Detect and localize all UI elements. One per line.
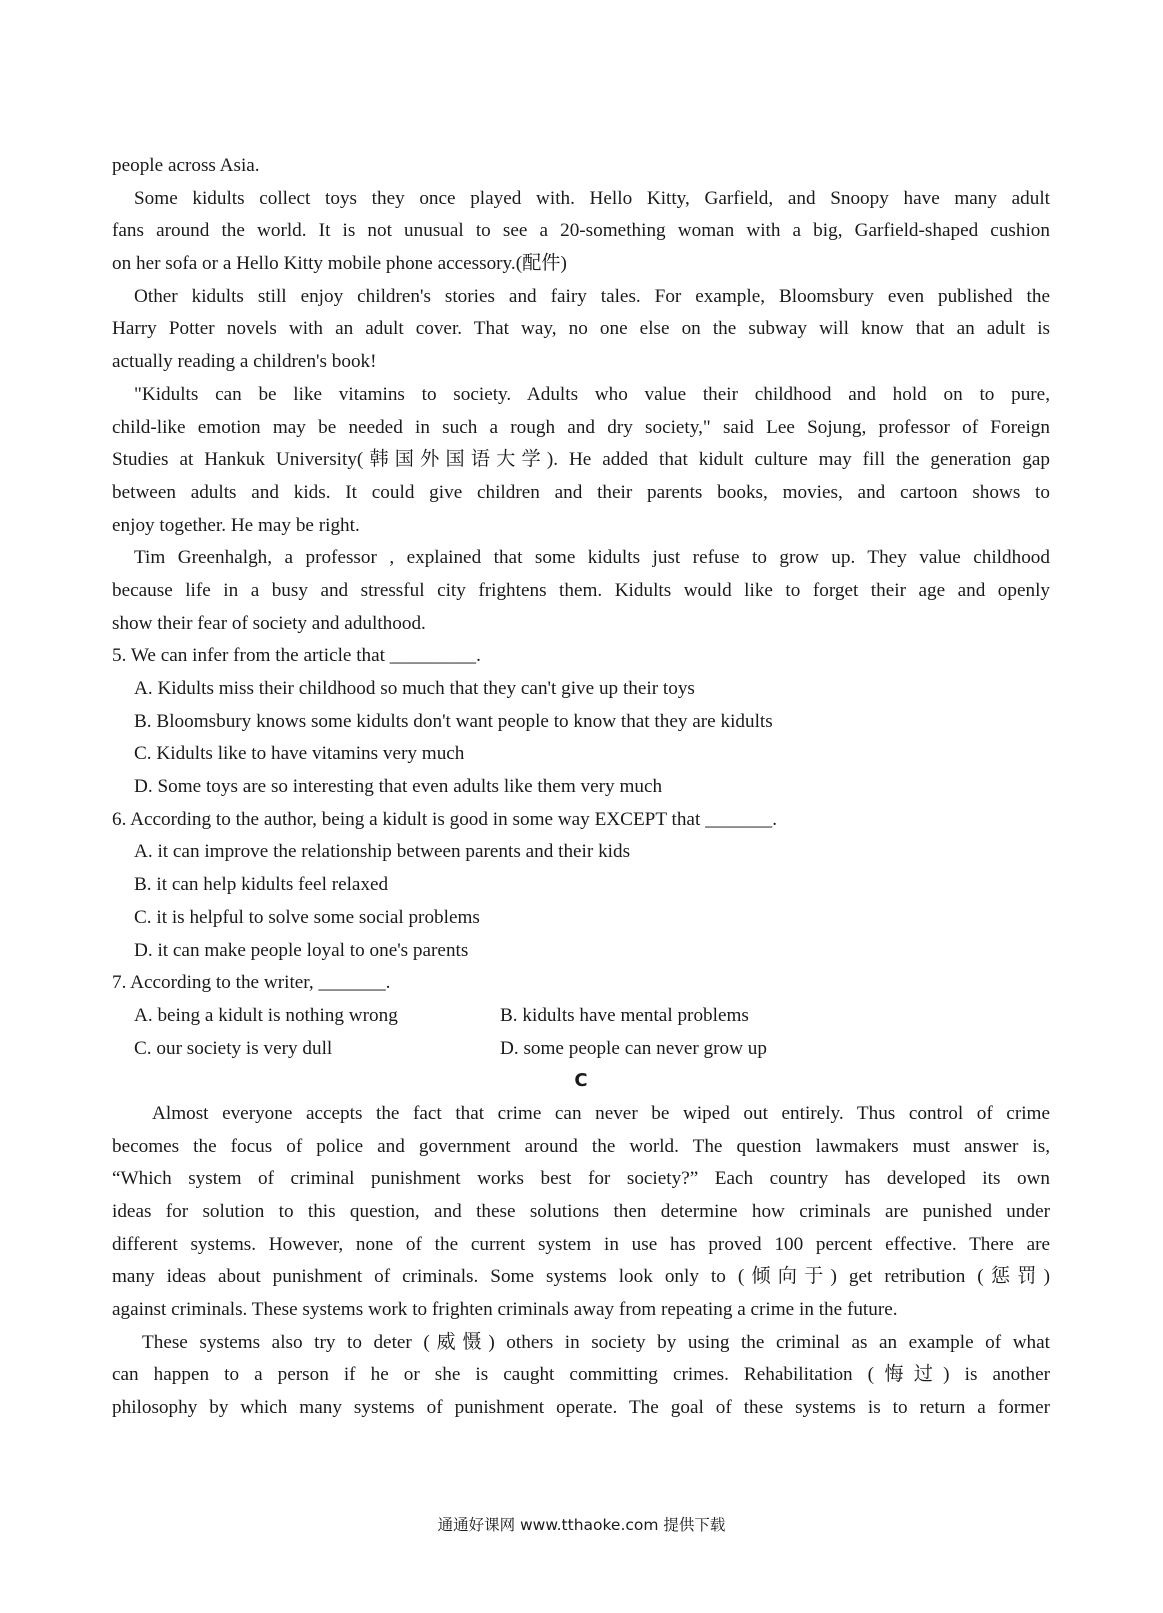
option-row <box>112 1000 1050 1033</box>
section-heading: C <box>574 1070 588 1092</box>
passage-line: people across Asia. <box>112 155 260 176</box>
option-row <box>112 1033 1050 1066</box>
option-5b: B. Bloomsbury knows some kidults don't want people to know that they are kidults <box>134 710 773 732</box>
passage-line: These systems also try to deter (威慑) others in society by using the criminal as an example of what <box>142 1331 1050 1353</box>
option-7c: C. our society is very dull <box>134 1037 333 1059</box>
passage-line: Some kidults collect toys they once played with. Hello Kitty, Garfield, and Snoopy have many adult <box>134 187 1050 209</box>
passage-line: Harry Potter novels with an adult cover. That way, no one else on the subway will know that an adult is <box>112 318 1050 340</box>
option-6c: C. it is helpful to solve some social problems <box>134 906 480 928</box>
passage-line: “Which system of criminal punishment works best for society?” Each country has developed its own <box>112 1168 1050 1190</box>
passage-line: between adults and kids. It could give children and their parents books, movies, and cartoon shows to <box>112 481 1050 503</box>
option-5a: A. Kidults miss their childhood so much that they can't give up their toys <box>134 678 695 699</box>
passage-line: on her sofa or a Hello Kitty mobile phone accessory.(配件) <box>112 253 567 275</box>
option-6a: A. it can improve the relationship between parents and their kids <box>134 841 631 863</box>
passage-line: Almost everyone accepts the fact that crime can never be wiped out entirely. Thus control of crime <box>152 1102 1050 1124</box>
question-stem-5: 5. We can infer from the article that _________. <box>112 645 481 667</box>
option-5c: C. Kidults like to have vitamins very much <box>134 743 465 765</box>
passage-line: show their fear of society and adulthood. <box>112 612 426 634</box>
option-7b: B. kidults have mental problems <box>500 1004 749 1026</box>
passage-line: Other kidults still enjoy children's stories and fairy tales. For example, Bloomsbury even published the <box>134 285 1050 307</box>
document-page <box>112 150 1050 1425</box>
passage-line: actually reading a children's book! <box>112 351 377 373</box>
passage-line: enjoy together. He may be right. <box>112 514 360 536</box>
option-5d: D. Some toys are so interesting that even adults like them very much <box>134 776 663 798</box>
passage-line: "Kidults can be like vitamins to society. Adults who value their childhood and hold on to pure, <box>134 383 1050 405</box>
question-stem-6: 6. According to the author, being a kidult is good in some way EXCEPT that _______. <box>112 808 778 830</box>
passage-line: Studies at Hankuk University(韩国外国语大学). He added that kidult culture may fill the generation gap <box>112 449 1050 471</box>
option-6b: B. it can help kidults feel relaxed <box>134 874 389 896</box>
passage-line: against criminals. These systems work to frighten criminals away from repeating a crime in the future. <box>112 1299 898 1321</box>
passage-line: many ideas about punishment of criminals. Some systems look only to (倾向于) get retribution (惩罚) <box>112 1266 1050 1288</box>
passage-line: fans around the world. It is not unusual to see a 20-something woman with a big, Garfield-shaped cushion <box>112 220 1050 242</box>
passage-line: child-like emotion may be needed in such a rough and dry society," said Lee Sojung, professor of Foreign <box>112 416 1050 438</box>
option-7d: D. some people can never grow up <box>500 1037 767 1059</box>
question-stem-7: 7. According to the writer, _______. <box>112 972 391 994</box>
passage-line: becomes the focus of police and government around the world. The question lawmakers must answer is, <box>112 1135 1050 1157</box>
passage-line: philosophy by which many systems of punishment operate. The goal of these systems is to return a former <box>112 1397 1050 1419</box>
option-6d: D. it can make people loyal to one's parents <box>134 939 469 961</box>
passage-line: Tim Greenhalgh, a professor , explained that some kidults just refuse to grow up. They value childhood <box>134 547 1050 569</box>
passage-line: because life in a busy and stressful city frightens them. Kidults would like to forget their age and openly <box>112 579 1050 601</box>
passage-line: ideas for solution to this question, and these solutions then determine how criminals are punished under <box>112 1201 1050 1222</box>
passage-line: can happen to a person if he or she is caught committing crimes. Rehabilitation (悔过) is another <box>112 1364 1050 1386</box>
option-7a: A. being a kidult is nothing wrong <box>134 1004 398 1026</box>
page-footer: 通通好课网 www.tthaoke.com 提供下载 <box>437 1516 726 1534</box>
passage-line: different systems. However, none of the current system in use has proved 100 percent effective. There are <box>112 1233 1050 1255</box>
